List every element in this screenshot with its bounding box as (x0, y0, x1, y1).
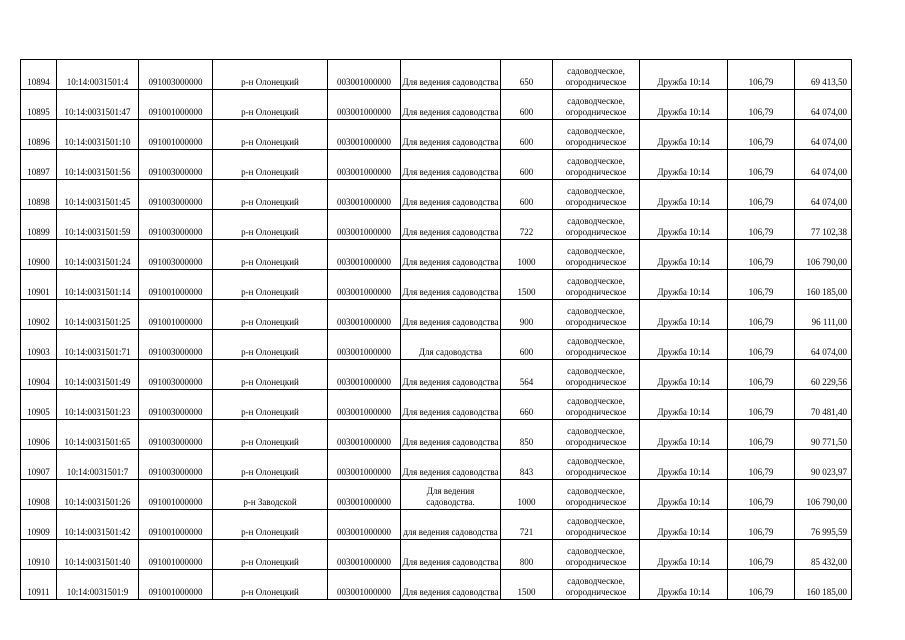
cell-district: р-н Олонецкий (213, 240, 328, 270)
cell-society: Дружба 10:14 (640, 180, 728, 210)
cell-code-2: 003001000000 (328, 510, 401, 540)
cell-code-2: 003001000000 (328, 540, 401, 570)
cell-row-number: 10907 (21, 450, 57, 480)
cell-cadastral-value: 96 111,00 (795, 300, 852, 330)
cell-area: 660 (501, 390, 553, 420)
cell-code: 091001000000 (139, 510, 213, 540)
cell-society: Дружба 10:14 (640, 90, 728, 120)
table-row (21, 210, 852, 240)
cell-society: Дружба 10:14 (640, 390, 728, 420)
cell-usage-purpose: Для садоводства (401, 330, 501, 360)
cell-code-2: 003001000000 (328, 360, 401, 390)
cell-cadastral-value: 106 790,00 (795, 240, 852, 270)
cell-row-number: 10896 (21, 120, 57, 150)
cell-code: 091003000000 (139, 420, 213, 450)
cell-society: Дружба 10:14 (640, 450, 728, 480)
cell-cadastral-value: 106 790,00 (795, 480, 852, 510)
cell-code: 091003000000 (139, 150, 213, 180)
cell-area: 600 (501, 180, 553, 210)
cell-land-category: садоводческое, огородническое (553, 90, 640, 120)
cell-usage-purpose: Для ведения садоводства (401, 120, 501, 150)
cell-rate: 106,79 (728, 420, 795, 450)
table-row (21, 540, 852, 570)
cell-cadastral-number: 10:14:0031501:10 (57, 120, 139, 150)
cell-code: 091001000000 (139, 480, 213, 510)
table-row (21, 150, 852, 180)
cell-society: Дружба 10:14 (640, 270, 728, 300)
cell-row-number: 10902 (21, 300, 57, 330)
cell-code: 091003000000 (139, 390, 213, 420)
cell-rate: 106,79 (728, 570, 795, 600)
cell-rate: 106,79 (728, 210, 795, 240)
cell-row-number: 10910 (21, 540, 57, 570)
table-row (21, 570, 852, 600)
cell-row-number: 10908 (21, 480, 57, 510)
cell-cadastral-value: 64 074,00 (795, 180, 852, 210)
cell-code-2: 003001000000 (328, 480, 401, 510)
cell-code-2: 003001000000 (328, 270, 401, 300)
cell-code: 091001000000 (139, 300, 213, 330)
cell-area: 1500 (501, 570, 553, 600)
cell-rate: 106,79 (728, 480, 795, 510)
cell-cadastral-value: 160 185,00 (795, 270, 852, 300)
cell-code: 091003000000 (139, 330, 213, 360)
cell-cadastral-number: 10:14:0031501:7 (57, 450, 139, 480)
cell-society: Дружба 10:14 (640, 510, 728, 540)
cell-land-category: садоводческое, огородническое (553, 570, 640, 600)
cell-row-number: 10911 (21, 570, 57, 600)
cell-usage-purpose: Для ведения садоводства (401, 240, 501, 270)
cell-land-category: садоводческое, огородническое (553, 330, 640, 360)
table-row (21, 270, 852, 300)
cell-cadastral-number: 10:14:0031501:25 (57, 300, 139, 330)
cell-rate: 106,79 (728, 330, 795, 360)
cell-usage-purpose: Для ведения садоводства (401, 210, 501, 240)
cell-code: 091003000000 (139, 210, 213, 240)
cell-code: 091003000000 (139, 240, 213, 270)
cell-row-number: 10895 (21, 90, 57, 120)
cell-society: Дружба 10:14 (640, 570, 728, 600)
cell-land-category: садоводческое, огородническое (553, 360, 640, 390)
table-row (21, 480, 852, 510)
cell-usage-purpose: Для ведения садоводства (401, 150, 501, 180)
cell-society: Дружба 10:14 (640, 150, 728, 180)
cell-district: р-н Олонецкий (213, 450, 328, 480)
table-body (21, 60, 852, 600)
cell-code-2: 003001000000 (328, 210, 401, 240)
cell-district: р-н Олонецкий (213, 270, 328, 300)
cell-code-2: 003001000000 (328, 180, 401, 210)
cell-code-2: 003001000000 (328, 90, 401, 120)
cell-society: Дружба 10:14 (640, 120, 728, 150)
cell-code: 091001000000 (139, 90, 213, 120)
cell-district: р-н Олонецкий (213, 120, 328, 150)
table-row (21, 330, 852, 360)
table-row (21, 420, 852, 450)
cell-area: 721 (501, 510, 553, 540)
cell-usage-purpose: Для ведения садоводства (401, 180, 501, 210)
cell-society: Дружба 10:14 (640, 540, 728, 570)
cell-code-2: 003001000000 (328, 150, 401, 180)
cell-rate: 106,79 (728, 510, 795, 540)
cell-society: Дружба 10:14 (640, 210, 728, 240)
cell-cadastral-number: 10:14:0031501:56 (57, 150, 139, 180)
cell-cadastral-number: 10:14:0031501:45 (57, 180, 139, 210)
cell-district: р-н Олонецкий (213, 570, 328, 600)
cell-district: р-н Олонецкий (213, 150, 328, 180)
cell-usage-purpose: Для ведения садоводства (401, 300, 501, 330)
cell-cadastral-value: 64 074,00 (795, 150, 852, 180)
cell-cadastral-value: 64 074,00 (795, 90, 852, 120)
cell-rate: 106,79 (728, 150, 795, 180)
cell-society: Дружба 10:14 (640, 330, 728, 360)
cell-rate: 106,79 (728, 240, 795, 270)
cell-row-number: 10904 (21, 360, 57, 390)
table-row (21, 360, 852, 390)
cell-row-number: 10905 (21, 390, 57, 420)
cell-area: 1000 (501, 480, 553, 510)
cell-code: 091003000000 (139, 360, 213, 390)
cell-cadastral-number: 10:14:0031501:42 (57, 510, 139, 540)
cell-area: 600 (501, 90, 553, 120)
cell-cadastral-number: 10:14:0031501:59 (57, 210, 139, 240)
table-row (21, 180, 852, 210)
cell-land-category: садоводческое, огородническое (553, 240, 640, 270)
cell-land-category: садоводческое, огородническое (553, 270, 640, 300)
cell-society: Дружба 10:14 (640, 60, 728, 90)
cell-cadastral-number: 10:14:0031501:23 (57, 390, 139, 420)
cell-row-number: 10909 (21, 510, 57, 540)
cell-code: 091001000000 (139, 270, 213, 300)
cell-row-number: 10906 (21, 420, 57, 450)
cell-code-2: 003001000000 (328, 120, 401, 150)
cell-usage-purpose: Для ведения садоводства (401, 90, 501, 120)
table-row (21, 300, 852, 330)
cell-district: р-н Олонецкий (213, 90, 328, 120)
cell-land-category: садоводческое, огородническое (553, 420, 640, 450)
cell-land-category: садоводческое, огородническое (553, 480, 640, 510)
cell-area: 600 (501, 120, 553, 150)
cell-usage-purpose: Для ведения садоводства (401, 270, 501, 300)
cell-cadastral-value: 160 185,00 (795, 570, 852, 600)
cell-code: 091003000000 (139, 450, 213, 480)
cell-cadastral-value: 90 771,50 (795, 420, 852, 450)
table-row (21, 240, 852, 270)
land-register-table (20, 59, 852, 600)
cell-rate: 106,79 (728, 180, 795, 210)
cell-area: 722 (501, 210, 553, 240)
cell-cadastral-number: 10:14:0031501:40 (57, 540, 139, 570)
cell-rate: 106,79 (728, 270, 795, 300)
cell-cadastral-number: 10:14:0031501:24 (57, 240, 139, 270)
cell-land-category: садоводческое, огородническое (553, 450, 640, 480)
cell-cadastral-number: 10:14:0031501:49 (57, 360, 139, 390)
cell-cadastral-number: 10:14:0031501:26 (57, 480, 139, 510)
cell-cadastral-number: 10:14:0031501:47 (57, 90, 139, 120)
cell-row-number: 10899 (21, 210, 57, 240)
cell-cadastral-number: 10:14:0031501:14 (57, 270, 139, 300)
cell-district: р-н Олонецкий (213, 510, 328, 540)
cell-cadastral-value: 85 432,00 (795, 540, 852, 570)
cell-cadastral-value: 76 995,59 (795, 510, 852, 540)
cell-district: р-н Олонецкий (213, 300, 328, 330)
cell-district: р-н Олонецкий (213, 180, 328, 210)
cell-row-number: 10901 (21, 270, 57, 300)
cell-usage-purpose: Для ведения садоводства. (401, 480, 501, 510)
cell-land-category: садоводческое, огородническое (553, 510, 640, 540)
cell-area: 1000 (501, 240, 553, 270)
cell-code: 091001000000 (139, 570, 213, 600)
cell-code-2: 003001000000 (328, 240, 401, 270)
cell-area: 600 (501, 330, 553, 360)
table-row (21, 390, 852, 420)
cell-code: 091001000000 (139, 540, 213, 570)
cell-area: 650 (501, 60, 553, 90)
cell-code: 091003000000 (139, 180, 213, 210)
cell-land-category: садоводческое, огородническое (553, 180, 640, 210)
cell-district: р-н Заводской (213, 480, 328, 510)
cell-rate: 106,79 (728, 300, 795, 330)
cell-area: 800 (501, 540, 553, 570)
cell-district: р-н Олонецкий (213, 210, 328, 240)
cell-cadastral-number: 10:14:0031501:65 (57, 420, 139, 450)
cell-usage-purpose: Для ведения садоводства (401, 60, 501, 90)
cell-cadastral-value: 77 102,38 (795, 210, 852, 240)
cell-society: Дружба 10:14 (640, 360, 728, 390)
cell-code: 091003000000 (139, 60, 213, 90)
cell-district: р-н Олонецкий (213, 420, 328, 450)
table-row (21, 450, 852, 480)
cell-cadastral-number: 10:14:0031501:4 (57, 60, 139, 90)
cell-row-number: 10900 (21, 240, 57, 270)
cell-land-category: садоводческое, огородническое (553, 390, 640, 420)
cell-cadastral-value: 70 481,40 (795, 390, 852, 420)
cell-district: р-н Олонецкий (213, 540, 328, 570)
cell-rate: 106,79 (728, 540, 795, 570)
cell-area: 850 (501, 420, 553, 450)
cell-code-2: 003001000000 (328, 570, 401, 600)
cell-rate: 106,79 (728, 60, 795, 90)
cell-rate: 106,79 (728, 450, 795, 480)
cell-cadastral-value: 69 413,50 (795, 60, 852, 90)
cell-usage-purpose: Для ведения садоводства (401, 360, 501, 390)
cell-cadastral-value: 64 074,00 (795, 120, 852, 150)
cell-usage-purpose: для ведения садоводства (401, 510, 501, 540)
cell-area: 843 (501, 450, 553, 480)
cell-row-number: 10894 (21, 60, 57, 90)
cell-society: Дружба 10:14 (640, 240, 728, 270)
cell-land-category: садоводческое, огородническое (553, 120, 640, 150)
cell-land-category: садоводческое, огородническое (553, 150, 640, 180)
cell-usage-purpose: Для ведения садоводства (401, 540, 501, 570)
cell-rate: 106,79 (728, 360, 795, 390)
cell-row-number: 10903 (21, 330, 57, 360)
cell-land-category: садоводческое, огородническое (553, 300, 640, 330)
cell-land-category: садоводческое, огородническое (553, 540, 640, 570)
cell-district: р-н Олонецкий (213, 360, 328, 390)
cell-code-2: 003001000000 (328, 60, 401, 90)
table-row (21, 60, 852, 90)
cell-row-number: 10898 (21, 180, 57, 210)
cell-district: р-н Олонецкий (213, 60, 328, 90)
cell-usage-purpose: Для ведения садоводства (401, 390, 501, 420)
cell-area: 900 (501, 300, 553, 330)
cell-land-category: садоводческое, огородническое (553, 60, 640, 90)
cell-society: Дружба 10:14 (640, 300, 728, 330)
cell-code-2: 003001000000 (328, 450, 401, 480)
table-row (21, 90, 852, 120)
table-row (21, 510, 852, 540)
cell-area: 600 (501, 150, 553, 180)
cell-land-category: садоводческое, огородническое (553, 210, 640, 240)
cell-usage-purpose: Для ведения садоводства (401, 570, 501, 600)
cell-code: 091001000000 (139, 120, 213, 150)
cell-code-2: 003001000000 (328, 390, 401, 420)
cell-cadastral-number: 10:14:0031501:9 (57, 570, 139, 600)
cell-code-2: 003001000000 (328, 420, 401, 450)
cell-cadastral-value: 64 074,00 (795, 330, 852, 360)
cell-code-2: 003001000000 (328, 300, 401, 330)
cell-rate: 106,79 (728, 90, 795, 120)
cell-rate: 106,79 (728, 390, 795, 420)
cell-area: 564 (501, 360, 553, 390)
cell-usage-purpose: Для ведения садоводства (401, 420, 501, 450)
cell-cadastral-value: 60 229,56 (795, 360, 852, 390)
table-row (21, 120, 852, 150)
cell-cadastral-value: 90 023,97 (795, 450, 852, 480)
cell-row-number: 10897 (21, 150, 57, 180)
cell-area: 1500 (501, 270, 553, 300)
cell-code-2: 003001000000 (328, 330, 401, 360)
cell-usage-purpose: Для ведения садоводства (401, 450, 501, 480)
cell-district: р-н Олонецкий (213, 390, 328, 420)
cell-society: Дружба 10:14 (640, 480, 728, 510)
cell-district: р-н Олонецкий (213, 330, 328, 360)
cell-society: Дружба 10:14 (640, 420, 728, 450)
cell-cadastral-number: 10:14:0031501:71 (57, 330, 139, 360)
cell-rate: 106,79 (728, 120, 795, 150)
